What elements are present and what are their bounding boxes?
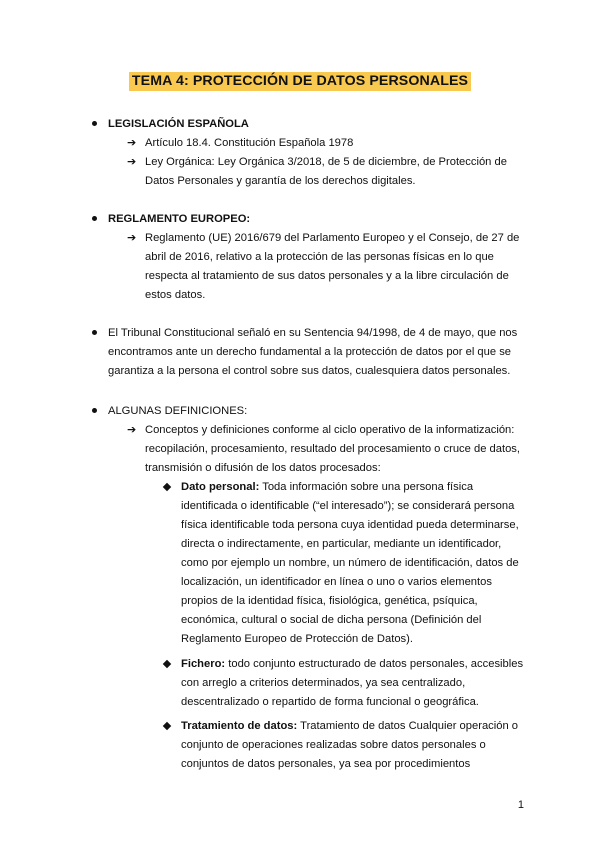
definition-line: identificada o identificable (“el interesado”); se considerará persona xyxy=(181,500,515,512)
section-heading-definiciones: ALGUNAS DEFINICIONES: xyxy=(108,405,248,417)
list-item-line: Conceptos y definiciones conforme al ciclo operativo de la informatización: xyxy=(145,424,515,436)
definition-line: Fichero: todo conjunto estructurado de datos personales, accesibles xyxy=(181,658,524,670)
list-item-line: estos datos. xyxy=(145,289,206,301)
diamond-bullet-icon xyxy=(163,660,171,668)
section-heading-legislacion: LEGISLACIÓN ESPAÑOLA xyxy=(108,118,249,130)
definition-line: propios de la identidad física, fisiológica, genética, psíquica, xyxy=(181,595,478,607)
list-item-line: recopilación, procesamiento, resultado del procesamiento o cruce de datos, xyxy=(145,443,520,455)
bullet-dot xyxy=(92,121,97,126)
arrow-icon: ➔ xyxy=(127,156,137,168)
definition-line: descentralizado o repartido de forma funcional o geográfica. xyxy=(181,696,479,708)
definition-line: física identificable toda persona cuya identidad pueda determinarse, xyxy=(181,519,519,531)
paragraph-line: garantiza a la persona el control sobre sus datos, cualesquiera datos personales. xyxy=(108,365,511,377)
bullet-dot xyxy=(92,330,97,335)
list-item-line: Datos Personales y garantía de los derechos digitales. xyxy=(145,175,416,187)
definition-line: conjuntos de datos personales, ya sea por procedimientos xyxy=(181,758,471,770)
section-heading-reglamento: REGLAMENTO EUROPEO: xyxy=(108,213,251,225)
arrow-icon: ➔ xyxy=(127,424,137,436)
definition-line: Reglamento Europeo de Protección de Datos). xyxy=(181,633,413,645)
paragraph-line: encontramos ante un derecho fundamental a la protección de datos por el que se xyxy=(108,346,512,358)
page-number: 1 xyxy=(517,799,524,811)
definition-line: directa o indirectamente, en particular, mediante un identificador, xyxy=(181,538,502,550)
diamond-bullet-icon xyxy=(163,483,171,491)
arrow-icon: ➔ xyxy=(127,137,137,149)
definition-line: Tratamiento de datos: Tratamiento de datos Cualquier operación o xyxy=(181,720,519,732)
bullet-dot xyxy=(92,216,97,221)
definition-line: con arreglo a criterios determinados, ya sea centralizado, xyxy=(181,677,466,689)
list-item-line: abril de 2016, relativo a la protección de las personas físicas en lo que xyxy=(145,251,494,263)
list-item-line: respecta al tratamiento de sus datos personales y a la libre circulación de xyxy=(145,270,509,282)
paragraph-line: El Tribunal Constitucional señaló en su Sentencia 94/1998, de 4 de mayo, que nos xyxy=(108,327,518,339)
definition-line: económica, cultural o social de dicha persona (Definición del xyxy=(181,614,482,626)
list-item-line: Ley Orgánica: Ley Orgánica 3/2018, de 5 de diciembre, de Protección de xyxy=(145,156,507,168)
bullet-dot xyxy=(92,408,97,413)
definition-line: como por ejemplo un nombre, un número de identificación, datos de xyxy=(181,557,519,569)
diamond-bullet-icon xyxy=(163,722,171,730)
page-title: TEMA 4: PROTECCIÓN DE DATOS PERSONALES xyxy=(129,72,471,91)
title-wrap xyxy=(0,72,600,91)
definition-line: conjunto de operaciones realizadas sobre datos personales o xyxy=(181,739,486,751)
list-item-line: Artículo 18.4. Constitución Española 1978 xyxy=(145,137,354,149)
list-item-line: Reglamento (UE) 2016/679 del Parlamento Europeo y el Consejo, de 27 de xyxy=(145,232,520,244)
definition-line: Dato personal: Toda información sobre una persona física xyxy=(181,481,474,493)
list-item-line: transmisión o difusión de los datos procesados: xyxy=(145,462,381,474)
arrow-icon: ➔ xyxy=(127,232,137,244)
definition-line: localización, un identificador en línea o uno o varios elementos xyxy=(181,576,492,588)
